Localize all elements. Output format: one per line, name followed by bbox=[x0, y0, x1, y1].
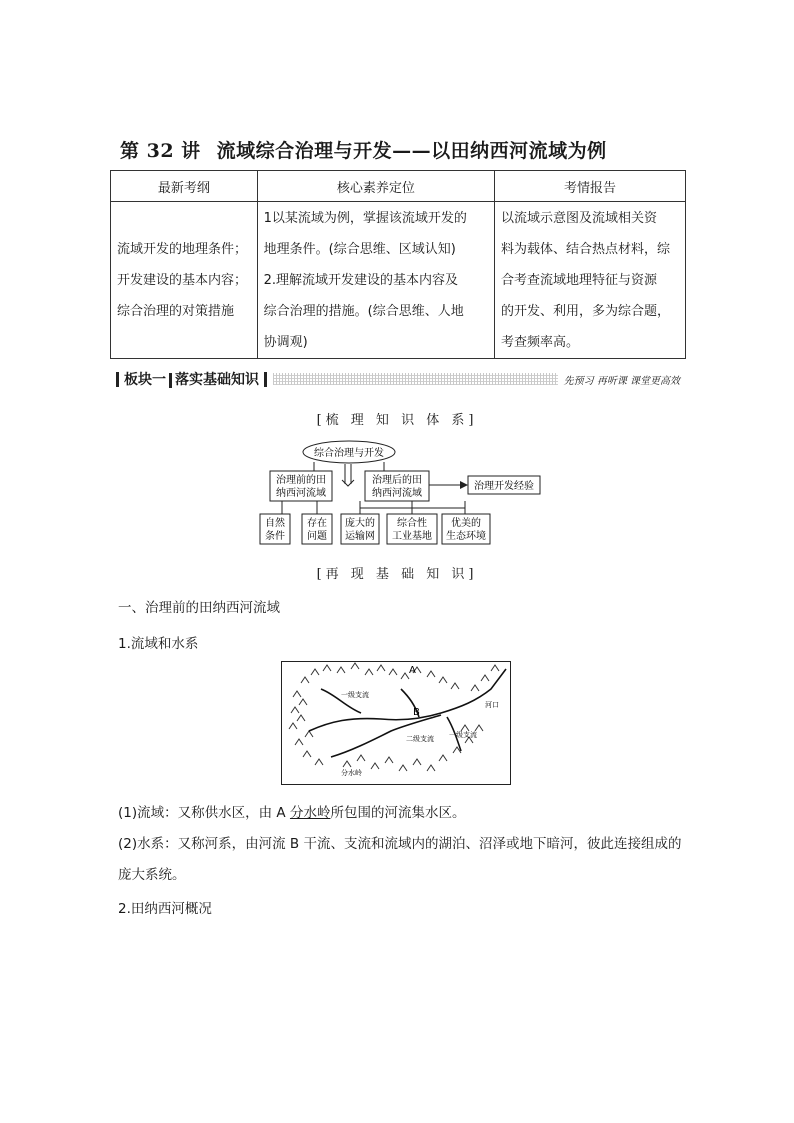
river-basin-map bbox=[281, 661, 511, 785]
svg-text:优美的: 优美的 bbox=[451, 518, 481, 529]
svg-text:二级支流: 二级支流 bbox=[406, 735, 434, 743]
table-cell-syllabus: 流域开发的地理条件； 开发建设的基本内容； 综合治理的对策措施 bbox=[111, 202, 258, 359]
paragraph-river-system: (2)水系：又称河系，由河流 B 干流、支流和流域内的湖泊、沼泽或地下暗河，彼此连接组成的庞大系统。 bbox=[118, 836, 682, 883]
subsection-heading: 1.流域和水系 bbox=[118, 636, 199, 652]
svg-text:一级支流: 一级支流 bbox=[449, 731, 477, 739]
svg-text:A: A bbox=[409, 665, 416, 676]
svg-text:运输网: 运输网 bbox=[345, 531, 375, 542]
svg-text:一级支流: 一级支流 bbox=[341, 691, 369, 699]
svg-text:问题: 问题 bbox=[307, 531, 327, 542]
flow-top: 综合治理与开发 bbox=[314, 448, 384, 459]
banner-slogan: 先预习 再听课 课堂更高效 bbox=[563, 375, 680, 387]
table-header: 考情报告 bbox=[495, 171, 686, 202]
svg-text:治理前的田: 治理前的田 bbox=[276, 475, 326, 486]
svg-text:自然: 自然 bbox=[265, 518, 285, 529]
svg-text:治理后的田: 治理后的田 bbox=[372, 475, 422, 486]
svg-text:工业基地: 工业基地 bbox=[392, 531, 432, 542]
table-header: 最新考纲 bbox=[111, 171, 258, 202]
knowledge-flowchart bbox=[250, 438, 550, 550]
svg-text:条件: 条件 bbox=[265, 531, 285, 542]
subheading-knowledge-system: [梳 理 知 识 体 系] bbox=[316, 413, 478, 428]
svg-text:分水岭: 分水岭 bbox=[341, 769, 362, 777]
table-header: 核心素养定位 bbox=[257, 171, 494, 202]
svg-text:纳西河流域: 纳西河流域 bbox=[276, 488, 326, 499]
syllabus-table bbox=[110, 170, 686, 359]
page-title: 第 32 讲 流域综合治理与开发——以田纳西河流域为例 bbox=[120, 140, 607, 162]
table-cell-literacy: 1以某流域为例，掌握该流域开发的 地理条件。(综合思维、区域认知) 2.理解流域开发建设的基本内容及 综合治理的措施。(综合思维、人地 协调观) bbox=[257, 202, 494, 359]
table-cell-report: 以流域示意图及流域相关资 料为载体、结合热点材料，综 合考查流域地理特征与资源 的开发、利用，多为综合题， 考查频率高。 bbox=[495, 202, 686, 359]
svg-text:综合性: 综合性 bbox=[397, 518, 427, 529]
svg-text:纳西河流域: 纳西河流域 bbox=[372, 488, 422, 499]
svg-text:存在: 存在 bbox=[307, 518, 327, 529]
svg-text:河口: 河口 bbox=[485, 701, 499, 709]
svg-text:庞大的: 庞大的 bbox=[345, 518, 375, 529]
paragraph-basin: (1)流域：又称供水区，由 A 分水岭所包围的河流集水区。 bbox=[118, 805, 466, 821]
subheading-basic-knowledge: [再 现 基 础 知 识] bbox=[316, 567, 478, 582]
section-heading: 一、治理前的田纳西河流域 bbox=[118, 600, 280, 616]
svg-text:生态环境: 生态环境 bbox=[446, 531, 486, 542]
svg-text:B: B bbox=[413, 707, 420, 718]
svg-text:治理开发经验: 治理开发经验 bbox=[474, 481, 534, 492]
subsection-heading: 2.田纳西河概况 bbox=[118, 901, 212, 917]
section-banner: 板块一 落实基础知识 先预习 再听课 课堂更高效 bbox=[116, 369, 680, 389]
